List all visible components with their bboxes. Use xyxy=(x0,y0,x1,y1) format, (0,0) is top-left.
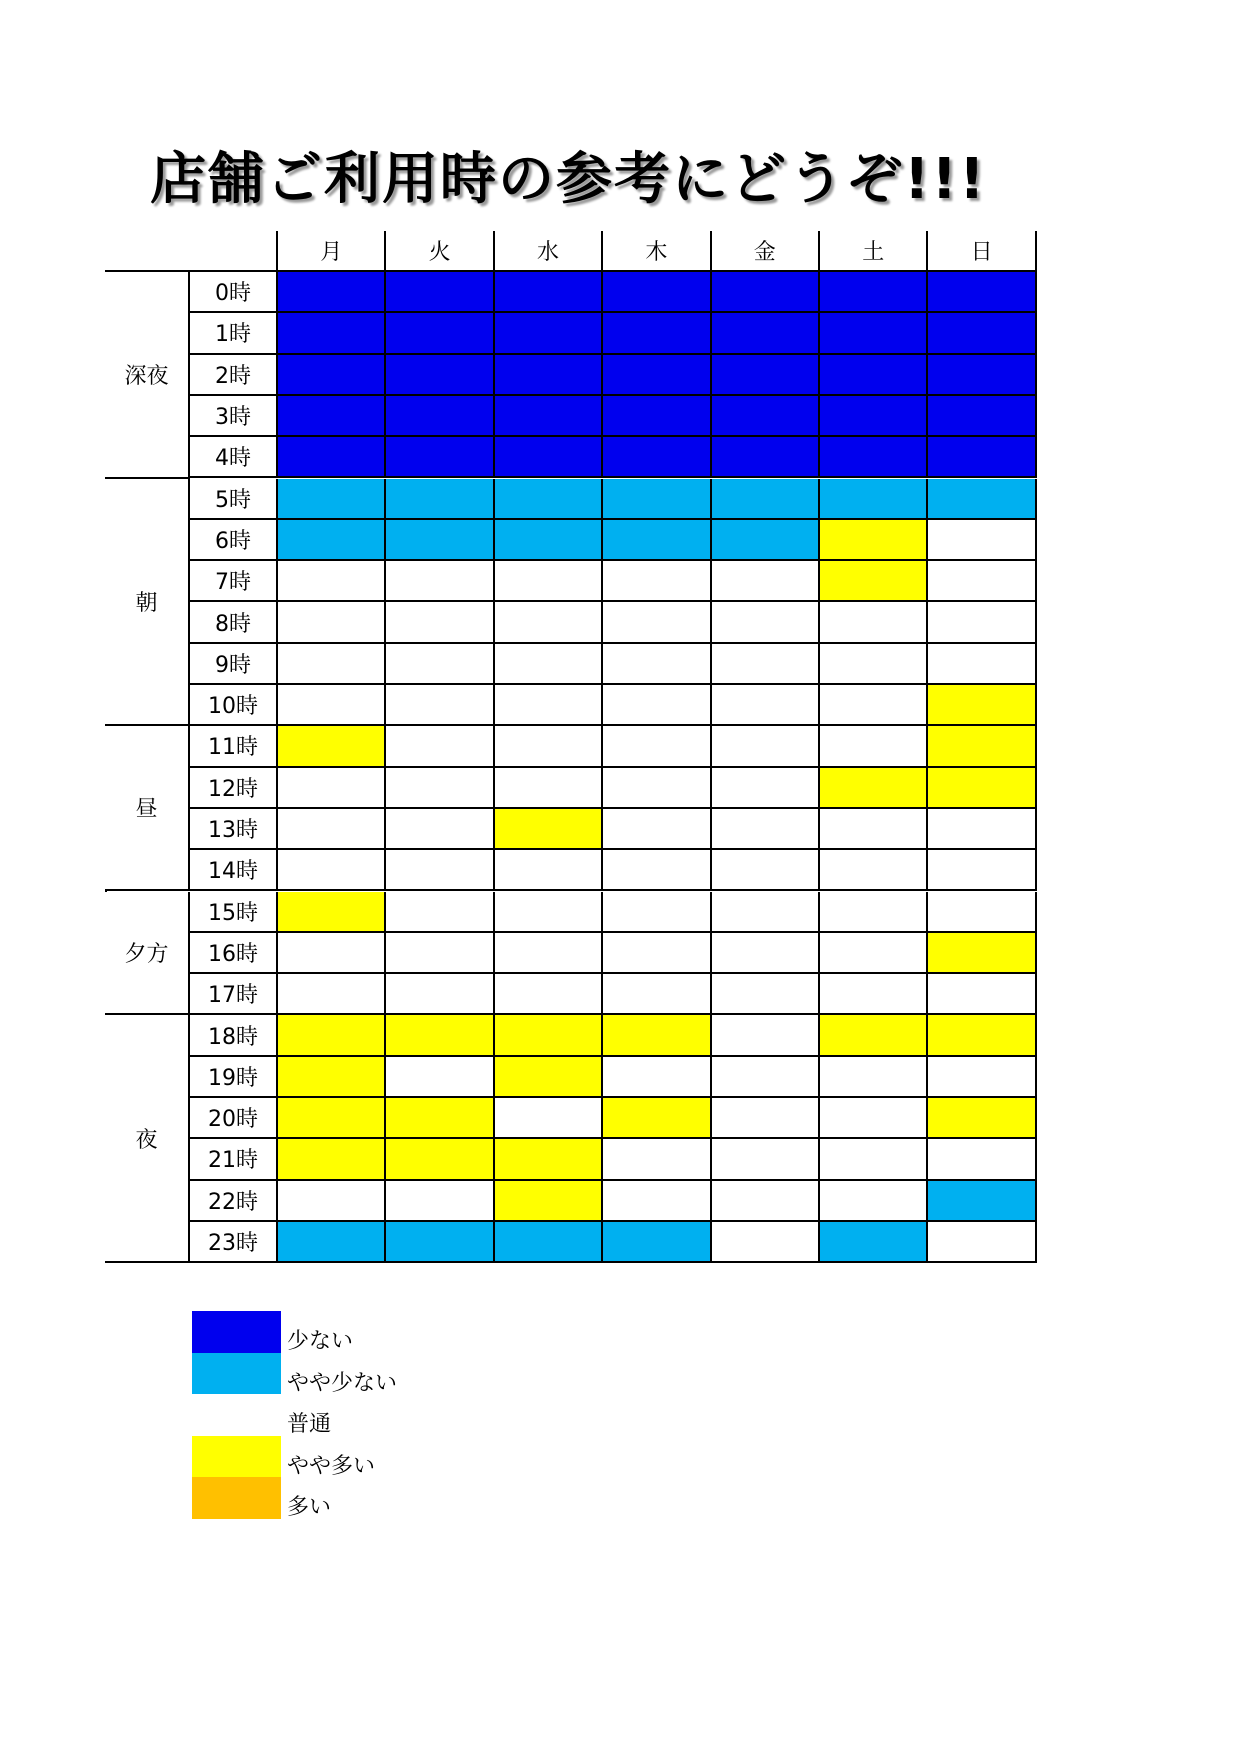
crowd-cell xyxy=(712,933,820,974)
crowd-cell xyxy=(928,974,1036,1015)
crowd-cell xyxy=(820,809,928,850)
crowd-cell xyxy=(712,520,820,561)
crowd-cell xyxy=(603,313,711,354)
crowd-cell xyxy=(603,355,711,396)
crowd-cell xyxy=(603,602,711,643)
crowd-cell xyxy=(820,726,928,767)
crowd-cell xyxy=(278,355,386,396)
crowd-cell xyxy=(712,1222,820,1263)
crowd-cell xyxy=(712,479,820,520)
crowd-cell xyxy=(603,1098,711,1139)
crowd-cell xyxy=(820,602,928,643)
crowd-cell xyxy=(928,1181,1036,1222)
crowd-cell xyxy=(928,437,1036,478)
crowd-cell xyxy=(928,685,1036,726)
crowd-cell xyxy=(603,892,711,933)
crowd-cell xyxy=(820,313,928,354)
hour-label: 7時 xyxy=(190,561,278,602)
crowd-cell xyxy=(712,850,820,891)
crowd-cell xyxy=(278,644,386,685)
crowd-cell xyxy=(386,1057,494,1098)
day-header: 日 xyxy=(928,231,1036,272)
hour-label: 8時 xyxy=(190,602,278,643)
crowd-cell xyxy=(928,892,1036,933)
crowd-cell xyxy=(712,1015,820,1056)
crowd-cell xyxy=(386,355,494,396)
crowd-cell xyxy=(603,479,711,520)
header-corner xyxy=(105,231,278,272)
crowd-cell xyxy=(603,1181,711,1222)
hour-label: 0時 xyxy=(190,272,278,313)
crowd-cell xyxy=(928,850,1036,891)
crowd-cell xyxy=(712,272,820,313)
crowd-cell xyxy=(603,1015,711,1056)
hour-label: 2時 xyxy=(190,355,278,396)
crowd-cell xyxy=(712,1139,820,1180)
crowd-cell xyxy=(278,974,386,1015)
crowd-cell xyxy=(928,520,1036,561)
crowd-cell xyxy=(386,1181,494,1222)
day-header: 水 xyxy=(495,231,603,272)
crowd-cell xyxy=(820,561,928,602)
legend-label: 多い xyxy=(287,1495,332,1520)
legend-label: やや少ない xyxy=(287,1370,398,1396)
crowd-cell xyxy=(278,1181,386,1222)
day-header: 木 xyxy=(603,231,711,272)
hour-label: 22時 xyxy=(190,1181,278,1222)
hour-label: 15時 xyxy=(190,892,278,933)
crowd-cell xyxy=(603,1222,711,1263)
crowd-cell xyxy=(386,561,494,602)
crowd-cell xyxy=(712,437,820,478)
hour-label: 6時 xyxy=(190,520,278,561)
crowd-cell xyxy=(495,437,603,478)
crowd-cell xyxy=(386,892,494,933)
legend-label: 少ない xyxy=(287,1329,354,1354)
legend-swatch xyxy=(192,1477,281,1519)
crowd-cell xyxy=(712,644,820,685)
hour-label: 5時 xyxy=(190,479,278,520)
legend-swatch xyxy=(192,1353,281,1395)
crowd-cell xyxy=(712,561,820,602)
crowd-cell xyxy=(820,850,928,891)
crowd-cell xyxy=(603,644,711,685)
crowd-cell xyxy=(820,892,928,933)
page-title: 店舗ご利用時の参考にどうぞ!!! xyxy=(150,147,987,212)
legend-swatch xyxy=(192,1436,281,1478)
period-label: 深夜 xyxy=(105,272,190,479)
crowd-cell xyxy=(495,1098,603,1139)
day-header: 月 xyxy=(278,231,386,272)
crowd-cell xyxy=(820,437,928,478)
crowd-cell xyxy=(495,520,603,561)
crowd-cell xyxy=(278,1015,386,1056)
crowd-cell xyxy=(603,850,711,891)
crowd-cell xyxy=(603,809,711,850)
hour-label: 3時 xyxy=(190,396,278,437)
crowd-cell xyxy=(820,685,928,726)
crowd-cell xyxy=(820,644,928,685)
crowd-cell xyxy=(495,1222,603,1263)
crowd-cell xyxy=(603,1057,711,1098)
crowd-cell xyxy=(495,892,603,933)
hour-label: 12時 xyxy=(190,768,278,809)
period-label: 朝 xyxy=(105,479,190,727)
hour-label: 10時 xyxy=(190,685,278,726)
crowd-cell xyxy=(928,396,1036,437)
crowd-cell xyxy=(820,1057,928,1098)
crowd-cell xyxy=(928,313,1036,354)
crowd-cell xyxy=(386,1098,494,1139)
legend-label: やや多い xyxy=(287,1453,376,1479)
hour-label: 23時 xyxy=(190,1222,278,1263)
crowd-cell xyxy=(386,272,494,313)
crowd-cell xyxy=(278,396,386,437)
crowd-cell xyxy=(386,974,494,1015)
crowd-cell xyxy=(820,1222,928,1263)
crowd-cell xyxy=(495,272,603,313)
crowd-cell xyxy=(603,1139,711,1180)
crowd-cell xyxy=(278,1098,386,1139)
crowd-cell xyxy=(603,520,711,561)
crowd-cell xyxy=(820,479,928,520)
crowd-cell xyxy=(495,396,603,437)
hour-label: 14時 xyxy=(190,850,278,891)
crowd-cell xyxy=(928,809,1036,850)
crowd-cell xyxy=(386,685,494,726)
crowd-cell xyxy=(386,1015,494,1056)
hour-label: 17時 xyxy=(190,974,278,1015)
crowd-cell xyxy=(820,1181,928,1222)
legend-swatch xyxy=(192,1311,281,1353)
crowd-cell xyxy=(495,1015,603,1056)
crowd-cell xyxy=(928,726,1036,767)
crowd-cell xyxy=(386,313,494,354)
crowd-cell xyxy=(278,602,386,643)
hour-label: 9時 xyxy=(190,644,278,685)
crowd-cell xyxy=(386,726,494,767)
crowd-cell xyxy=(278,933,386,974)
crowd-cell xyxy=(712,313,820,354)
crowd-cell xyxy=(495,1139,603,1180)
crowd-cell xyxy=(820,272,928,313)
crowd-cell xyxy=(712,602,820,643)
crowd-cell xyxy=(603,437,711,478)
crowd-cell xyxy=(495,933,603,974)
crowd-cell xyxy=(278,520,386,561)
crowd-cell xyxy=(928,644,1036,685)
crowd-cell xyxy=(820,1139,928,1180)
crowd-cell xyxy=(386,768,494,809)
crowd-cell xyxy=(603,726,711,767)
crowd-cell xyxy=(603,933,711,974)
crowd-cell xyxy=(495,1057,603,1098)
day-header: 火 xyxy=(386,231,494,272)
crowd-cell xyxy=(278,768,386,809)
crowd-cell xyxy=(278,726,386,767)
crowd-cell xyxy=(712,1181,820,1222)
crowd-cell xyxy=(712,892,820,933)
crowd-cell xyxy=(603,974,711,1015)
crowd-cell xyxy=(928,479,1036,520)
crowd-cell xyxy=(386,809,494,850)
legend-label: 普通 xyxy=(287,1412,332,1437)
hour-label: 1時 xyxy=(190,313,278,354)
hour-label: 4時 xyxy=(190,437,278,478)
crowd-cell xyxy=(820,933,928,974)
crowd-cell xyxy=(495,479,603,520)
period-label: 夕方 xyxy=(105,892,190,1016)
crowd-cell xyxy=(712,685,820,726)
crowd-cell xyxy=(386,396,494,437)
crowd-cell xyxy=(278,850,386,891)
hour-label: 16時 xyxy=(190,933,278,974)
crowd-cell xyxy=(278,437,386,478)
crowd-cell xyxy=(928,272,1036,313)
crowd-cell xyxy=(495,602,603,643)
crowd-cell xyxy=(278,809,386,850)
crowd-cell xyxy=(603,396,711,437)
crowd-cell xyxy=(712,974,820,1015)
period-label: 夜 xyxy=(105,1015,190,1263)
crowd-cell xyxy=(928,1222,1036,1263)
crowd-cell xyxy=(386,1139,494,1180)
crowd-cell xyxy=(495,726,603,767)
crowd-cell xyxy=(603,561,711,602)
crowd-cell xyxy=(712,1098,820,1139)
hour-label: 18時 xyxy=(190,1015,278,1056)
crowd-cell xyxy=(278,892,386,933)
crowd-cell xyxy=(495,974,603,1015)
period-label: 昼 xyxy=(105,726,190,891)
crowd-cell xyxy=(820,1098,928,1139)
legend-swatch xyxy=(192,1394,281,1436)
crowd-cell xyxy=(928,768,1036,809)
hour-label: 11時 xyxy=(190,726,278,767)
crowd-cell xyxy=(820,974,928,1015)
crowd-cell xyxy=(603,685,711,726)
crowd-cell xyxy=(928,602,1036,643)
crowd-cell xyxy=(603,768,711,809)
crowd-cell xyxy=(712,355,820,396)
crowd-cell xyxy=(712,726,820,767)
crowd-cell xyxy=(278,479,386,520)
crowd-cell xyxy=(495,355,603,396)
crowd-cell xyxy=(712,768,820,809)
crowd-cell xyxy=(495,850,603,891)
crowd-cell xyxy=(386,850,494,891)
crowd-cell xyxy=(386,1222,494,1263)
crowd-cell xyxy=(386,602,494,643)
crowd-cell xyxy=(386,479,494,520)
crowd-cell xyxy=(386,520,494,561)
crowd-cell xyxy=(278,1139,386,1180)
crowd-cell xyxy=(278,1057,386,1098)
crowd-cell xyxy=(386,644,494,685)
crowd-cell xyxy=(278,272,386,313)
crowd-cell xyxy=(495,561,603,602)
crowd-cell xyxy=(603,272,711,313)
hour-label: 19時 xyxy=(190,1057,278,1098)
crowd-cell xyxy=(928,933,1036,974)
day-header: 土 xyxy=(820,231,928,272)
crowd-cell xyxy=(278,1222,386,1263)
crowd-cell xyxy=(495,644,603,685)
crowd-cell xyxy=(712,809,820,850)
hour-label: 21時 xyxy=(190,1139,278,1180)
crowd-cell xyxy=(712,1057,820,1098)
crowd-cell xyxy=(928,1057,1036,1098)
crowd-cell xyxy=(278,561,386,602)
crowd-cell xyxy=(278,313,386,354)
hour-label: 20時 xyxy=(190,1098,278,1139)
crowd-cell xyxy=(928,1139,1036,1180)
crowd-cell xyxy=(820,396,928,437)
crowd-cell xyxy=(820,1015,928,1056)
crowd-cell xyxy=(928,1098,1036,1139)
crowd-cell xyxy=(495,1181,603,1222)
crowd-cell xyxy=(386,437,494,478)
day-header: 金 xyxy=(712,231,820,272)
crowd-cell xyxy=(495,685,603,726)
crowd-cell xyxy=(820,768,928,809)
crowd-cell xyxy=(495,768,603,809)
crowd-cell xyxy=(820,355,928,396)
crowd-cell xyxy=(495,313,603,354)
crowd-cell xyxy=(928,561,1036,602)
crowd-cell xyxy=(495,809,603,850)
crowd-cell xyxy=(928,355,1036,396)
crowd-cell xyxy=(712,396,820,437)
crowd-cell xyxy=(278,685,386,726)
crowd-cell xyxy=(928,1015,1036,1056)
crowd-cell xyxy=(820,520,928,561)
hour-label: 13時 xyxy=(190,809,278,850)
crowd-cell xyxy=(386,933,494,974)
